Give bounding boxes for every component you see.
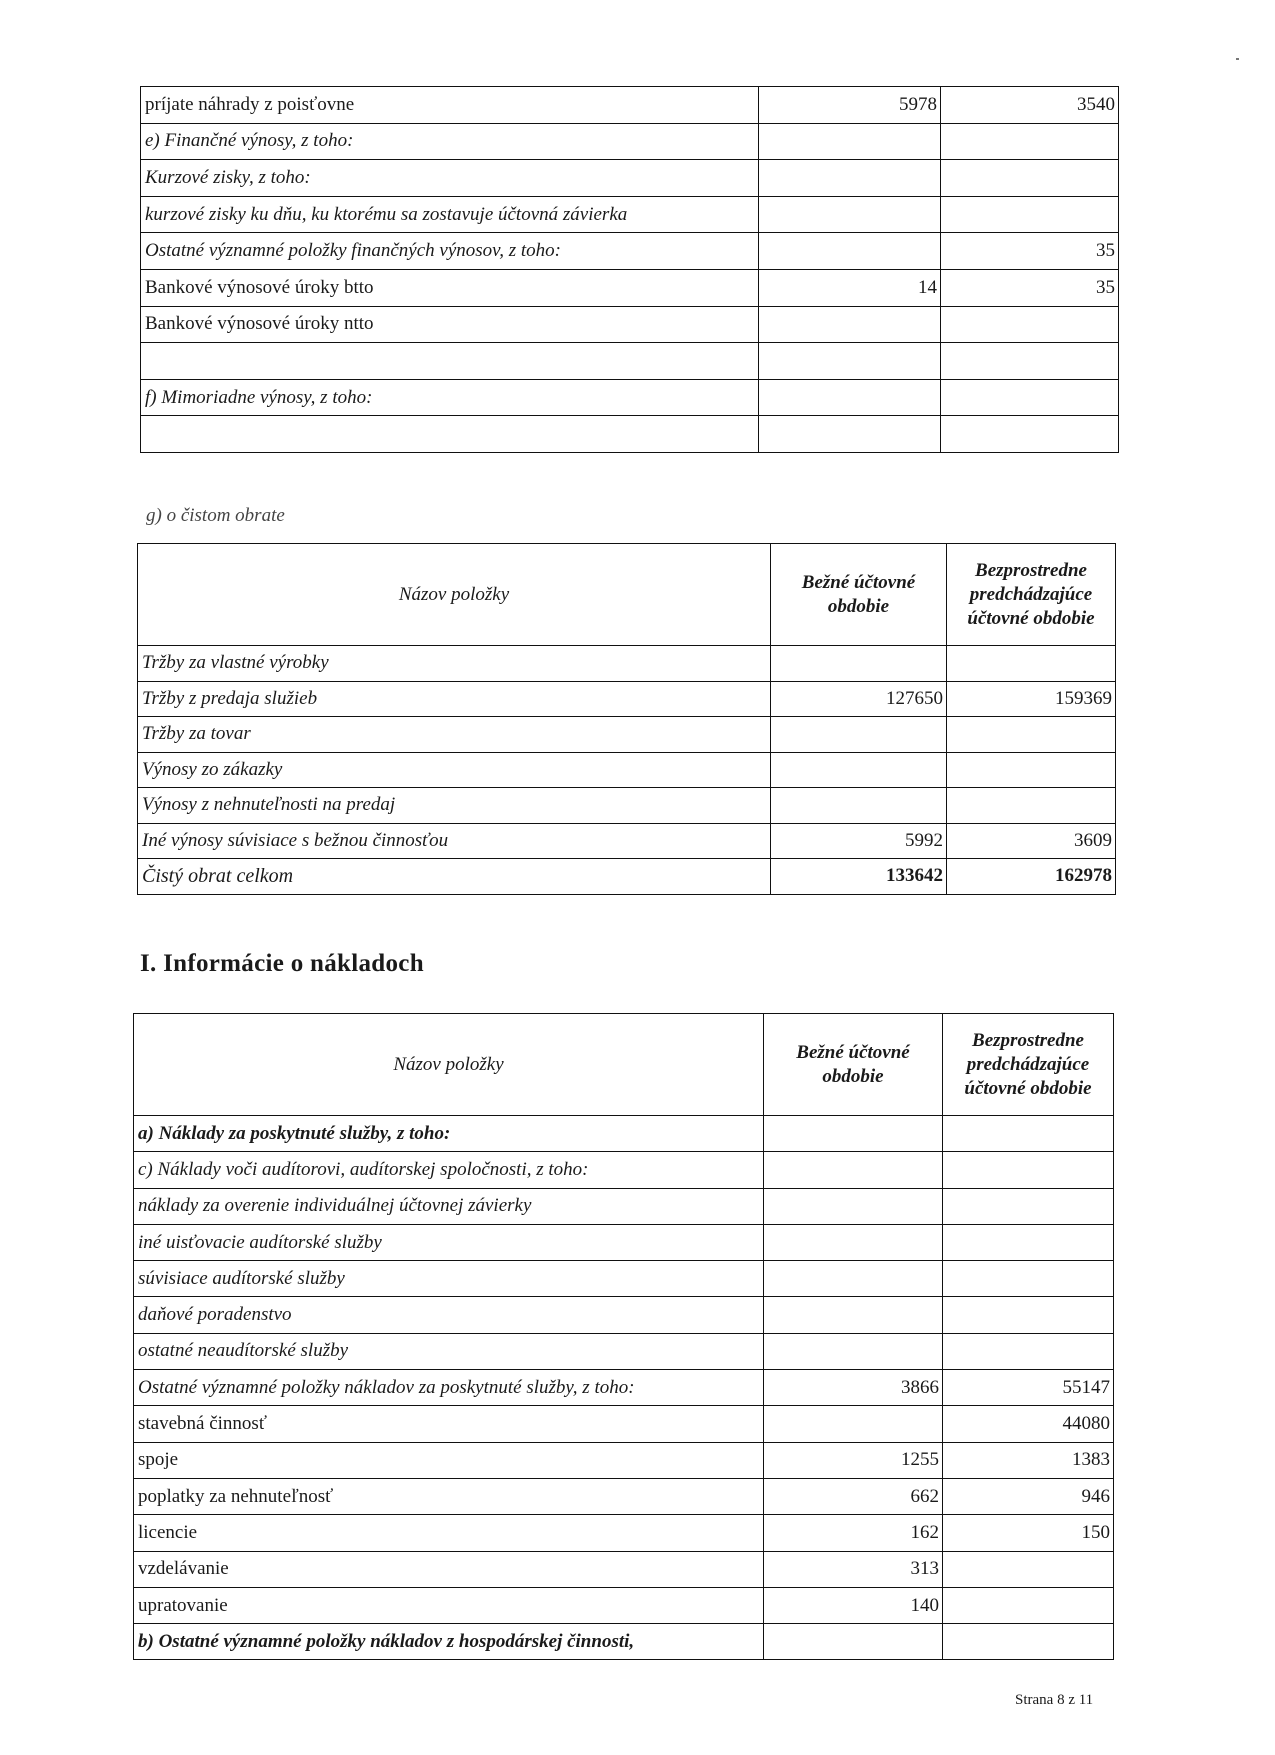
row-label [141, 416, 759, 453]
previous-period-value [943, 1152, 1114, 1188]
table-row [138, 788, 1116, 824]
row-label: e) Finančné výnosy, z toho: [141, 123, 759, 160]
table-row [134, 1624, 1114, 1660]
table-row [141, 416, 1119, 453]
row-label: vzdelávanie [134, 1551, 764, 1587]
table-header-row [134, 1014, 1114, 1116]
row-label: upratovanie [134, 1587, 764, 1623]
table-header-row [138, 544, 1116, 646]
table-row [141, 233, 1119, 270]
previous-period-value [941, 379, 1119, 416]
table-row [138, 717, 1116, 753]
current-period-value [771, 752, 947, 788]
previous-period-value: 946 [943, 1478, 1114, 1514]
table-row [134, 1442, 1114, 1478]
column-header-current-period: Bežné účtovné obdobie [764, 1014, 943, 1116]
current-period-value [764, 1152, 943, 1188]
column-header-previous-period: Bezprostredne predchádzajúce účtovné obdobie [943, 1014, 1114, 1116]
table-row [138, 646, 1116, 682]
previous-period-value [947, 752, 1116, 788]
row-label: spoje [134, 1442, 764, 1478]
row-label [141, 343, 759, 380]
row-label: Bankové výnosové úroky btto [141, 269, 759, 306]
current-period-value [764, 1624, 943, 1660]
table-row [134, 1116, 1114, 1152]
row-label: poplatky za nehnuteľnosť [134, 1478, 764, 1514]
current-period-value [759, 343, 941, 380]
previous-period-value [943, 1188, 1114, 1224]
current-period-value [771, 717, 947, 753]
current-period-value [764, 1406, 943, 1442]
previous-period-value: 3609 [947, 823, 1116, 859]
previous-period-value [947, 788, 1116, 824]
row-label: súvisiace audítorské služby [134, 1261, 764, 1297]
table-row [138, 823, 1116, 859]
current-period-value [759, 306, 941, 343]
current-period-value [771, 788, 947, 824]
previous-period-value [943, 1116, 1114, 1152]
current-period-value: 133642 [771, 859, 947, 895]
current-period-value [764, 1188, 943, 1224]
previous-period-value [947, 646, 1116, 682]
current-period-value: 140 [764, 1587, 943, 1623]
current-period-value: 14 [759, 269, 941, 306]
table-row [141, 379, 1119, 416]
table-row [141, 196, 1119, 233]
income-items-table [140, 86, 1119, 453]
row-label: ostatné neaudítorské služby [134, 1333, 764, 1369]
table-row [138, 681, 1116, 717]
row-label: Iné výnosy súvisiace s bežnou činnosťou [138, 823, 771, 859]
row-label: Tržby z predaja služieb [138, 681, 771, 717]
row-label: iné uisťovacie audítorské služby [134, 1224, 764, 1260]
row-label: Tržby za tovar [138, 717, 771, 753]
column-header-previous-period: Bezprostredne predchádzajúce účtovné obdobie [947, 544, 1116, 646]
previous-period-value: 35 [941, 269, 1119, 306]
table-row [134, 1406, 1114, 1442]
table-row [134, 1261, 1114, 1297]
previous-period-value [943, 1261, 1114, 1297]
row-label: Tržby za vlastné výrobky [138, 646, 771, 682]
table-row [141, 306, 1119, 343]
row-label: príjate náhrady z poisťovne [141, 87, 759, 124]
current-period-value: 127650 [771, 681, 947, 717]
table-row [141, 123, 1119, 160]
table-row [134, 1370, 1114, 1406]
table-row [141, 160, 1119, 197]
column-header-current-period: Bežné účtovné obdobie [771, 544, 947, 646]
previous-period-value: 44080 [943, 1406, 1114, 1442]
table-row [138, 752, 1116, 788]
table-row [141, 343, 1119, 380]
current-period-value [764, 1261, 943, 1297]
previous-period-value [941, 196, 1119, 233]
table-row [134, 1297, 1114, 1333]
section-label-net-turnover: g) o čistom obrate [146, 505, 285, 526]
column-header-item-name: Názov položky [138, 544, 771, 646]
row-label: b) Ostatné významné položky nákladov z hospodárskej činnosti, [134, 1624, 764, 1660]
previous-period-value [941, 416, 1119, 453]
scan-speck [1236, 58, 1239, 60]
table-row [138, 859, 1116, 895]
row-label: Čistý obrat celkom [138, 859, 771, 895]
column-header-item-name: Názov položky [134, 1014, 764, 1116]
row-label: náklady za overenie individuálnej účtovnej závierky [134, 1188, 764, 1224]
table-row [134, 1152, 1114, 1188]
current-period-value: 1255 [764, 1442, 943, 1478]
page-number: Strana 8 z 11 [1015, 1692, 1094, 1708]
row-label: a) Náklady za poskytnuté služby, z toho: [134, 1116, 764, 1152]
previous-period-value [943, 1333, 1114, 1369]
previous-period-value [947, 717, 1116, 753]
row-label: licencie [134, 1515, 764, 1551]
current-period-value [759, 379, 941, 416]
table-row [134, 1478, 1114, 1514]
current-period-value [759, 196, 941, 233]
current-period-value: 162 [764, 1515, 943, 1551]
current-period-value [764, 1333, 943, 1369]
current-period-value: 5978 [759, 87, 941, 124]
row-label: stavebná činnosť [134, 1406, 764, 1442]
row-label: Ostatné významné položky finančných výnosov, z toho: [141, 233, 759, 270]
row-label: Bankové výnosové úroky ntto [141, 306, 759, 343]
table-row [134, 1587, 1114, 1623]
table-row [134, 1333, 1114, 1369]
current-period-value [764, 1224, 943, 1260]
previous-period-value: 150 [943, 1515, 1114, 1551]
current-period-value [759, 416, 941, 453]
current-period-value: 662 [764, 1478, 943, 1514]
previous-period-value [941, 160, 1119, 197]
previous-period-value: 55147 [943, 1370, 1114, 1406]
previous-period-value [943, 1551, 1114, 1587]
previous-period-value: 1383 [943, 1442, 1114, 1478]
previous-period-value: 162978 [947, 859, 1116, 895]
previous-period-value: 159369 [947, 681, 1116, 717]
previous-period-value [941, 123, 1119, 160]
current-period-value [771, 646, 947, 682]
section-heading-costs: I. Informácie o nákladoch [140, 950, 424, 977]
row-label: Kurzové zisky, z toho: [141, 160, 759, 197]
previous-period-value: 35 [941, 233, 1119, 270]
table-row [134, 1551, 1114, 1587]
row-label: Výnosy z nehnuteľnosti na predaj [138, 788, 771, 824]
previous-period-value [941, 306, 1119, 343]
current-period-value: 313 [764, 1551, 943, 1587]
previous-period-value [943, 1297, 1114, 1333]
row-label: kurzové zisky ku dňu, ku ktorému sa zostavuje účtovná závierka [141, 196, 759, 233]
row-label: Ostatné významné položky nákladov za poskytnuté služby, z toho: [134, 1370, 764, 1406]
row-label: daňové poradenstvo [134, 1297, 764, 1333]
table-row [134, 1188, 1114, 1224]
current-period-value [764, 1116, 943, 1152]
row-label: c) Náklady voči audítorovi, audítorskej spoločnosti, z toho: [134, 1152, 764, 1188]
table-row [141, 87, 1119, 124]
table-row [134, 1515, 1114, 1551]
current-period-value [764, 1297, 943, 1333]
previous-period-value [943, 1587, 1114, 1623]
table-row [134, 1224, 1114, 1260]
current-period-value [759, 233, 941, 270]
current-period-value [759, 160, 941, 197]
previous-period-value [943, 1224, 1114, 1260]
current-period-value: 5992 [771, 823, 947, 859]
previous-period-value [941, 343, 1119, 380]
table-row [141, 269, 1119, 306]
previous-period-value: 3540 [941, 87, 1119, 124]
net-turnover-table [137, 543, 1116, 895]
current-period-value [759, 123, 941, 160]
row-label: f) Mimoriadne výnosy, z toho: [141, 379, 759, 416]
previous-period-value [943, 1624, 1114, 1660]
current-period-value: 3866 [764, 1370, 943, 1406]
costs-table [133, 1013, 1114, 1660]
row-label: Výnosy zo zákazky [138, 752, 771, 788]
